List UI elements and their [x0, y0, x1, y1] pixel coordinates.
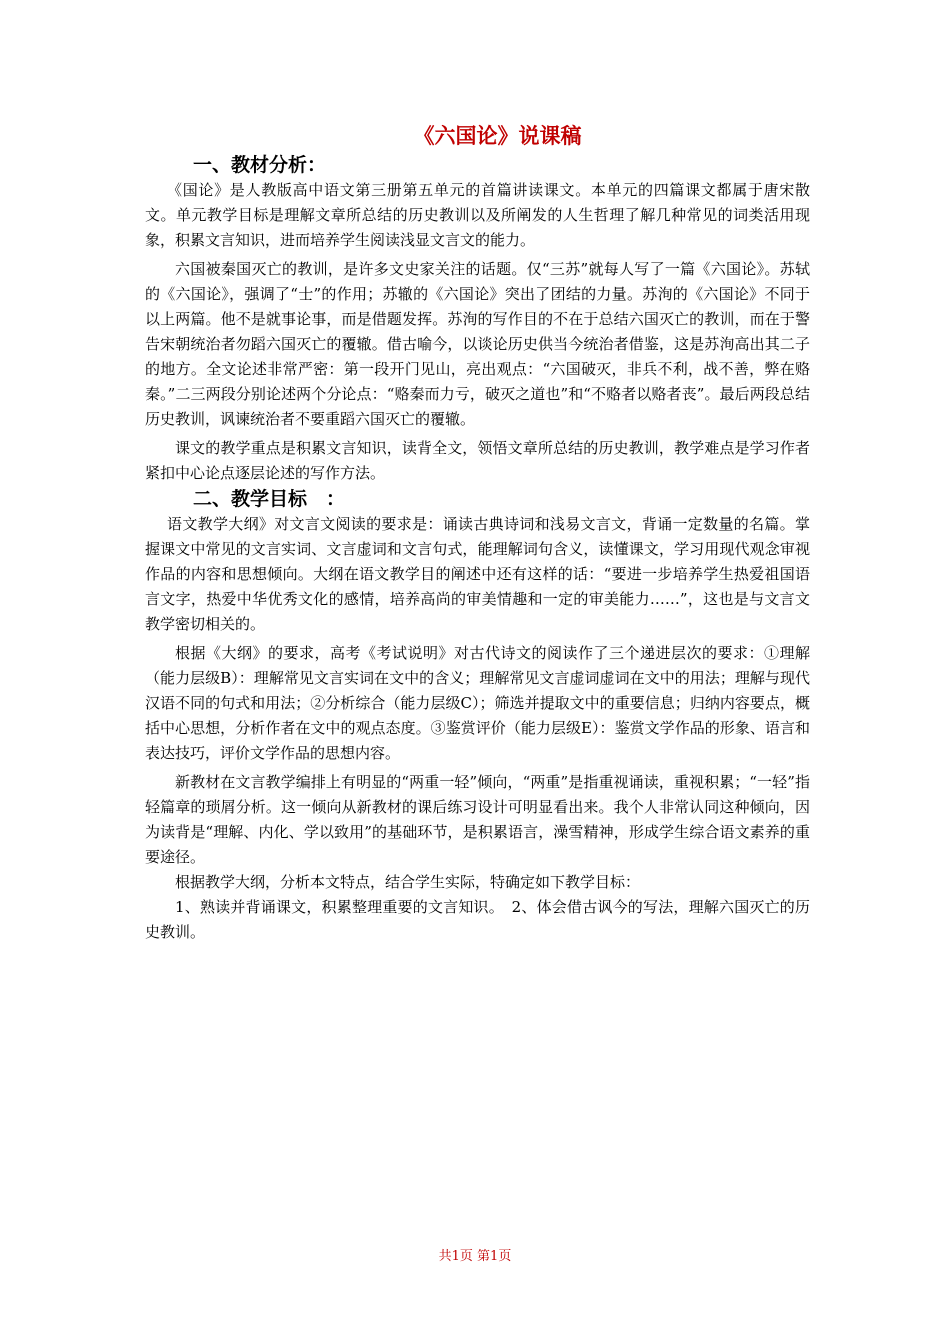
paragraph: 新教材在文言教学编排上有明显的“两重一轻”倾向，“两重”是指重视诵读，重视积累；“一轻”指轻篇章的琐屑分析。这一倾向从新教材的课后练习设计可明显看出来。我个人非常认同这种倾向，因为读背是“理解、内化、学以致用”的基础环节，是积累语言，澡雪精神，形成学生综合语文素养的重要途径。	[145, 773, 810, 866]
paragraph: 1、熟读并背诵课文，积累整理重要的文言知识。 2、体会借古讽今的写法，理解六国灭亡的历史教训。	[145, 898, 810, 941]
section-heading-teaching-goals: 二、教学目标 ：	[193, 488, 346, 510]
paragraph: 《国论》是人教版高中语文第三册第五单元的首篇讲读课文。本单元的四篇课文都属于唐宋散文。单元教学目标是理解文章所总结的历史教训以及所阐发的人生哲理了解几种常见的词类活用现象，积累文言知识，进而培养学生阅读浅显文言文的能力。	[145, 181, 810, 249]
paragraph: 根据《大纲》的要求，高考《考试说明》对古代诗文的阅读作了三个递进层次的要求：①理解（能力层级B）：理解常见文言实词在文中的含义；理解常见文言虚词虚词在文中的用法；理解与现代汉语不同的句式和用法；②分析综合（能力层级C）；筛选并提取文中的重要信息；归纳内容要点，概括中心思想，分析作者在文中的观点态度。③鉴赏评价（能力层级E）：鉴赏文学作品的形象、语言和表达技巧，评价文学作品的思想内容。	[145, 644, 810, 762]
paragraph: 根据教学大纲，分析本文特点，结合学生实际，特确定如下教学目标：	[175, 873, 641, 891]
document-page	[145, 120, 810, 945]
paragraph: 课文的教学重点是积累文言知识，读背全文，领悟文章所总结的历史教训，教学难点是学习作者紧扣中心论点逐层论述的写作方法。	[145, 439, 810, 482]
document-title: 《六国论》说课稿	[413, 123, 582, 148]
paragraph: 语文教学大纲》对文言文阅读的要求是：诵读古典诗词和浅易文言文，背诵一定数量的名篇。掌握课文中常见的文言实词、文言虚词和文言句式，能理解词句含义，读懂课文，学习用现代观念审视作品的内容和思想倾向。大纲在语文教学目的阐述中还有这样的话：“要进一步培养学生热爱祖国语言文字，热爱中华优秀文化的感情，培养高尚的审美情趣和一定的审美能力……”，这也是与文言文教学密切相关的。	[145, 515, 810, 633]
page-footer: 共1页 第1页	[438, 1249, 512, 1264]
paragraph: 六国被秦国灭亡的教训，是许多文史家关注的话题。仅“三苏”就每人写了一篇《六国论》。苏轼的《六国论》，强调了“士”的作用；苏辙的《六国论》突出了团结的力量。苏洵的《六国论》不同于以上两篇。他不是就事论事，而是借题发挥。苏洵的写作目的不在于总结六国灭亡的教训，而在于警告宋朝统治者勿蹈六国灭亡的覆辙。借古喻今，以谈论历史供当今统治者借鉴，这是苏洵高出其二子的地方。全文论述非常严密：第一段开门见山，亮出观点：“六国破灭，非兵不利，战不善，弊在赂秦。”二三两段分别论述两个分论点：“赂秦而力亏，破灭之道也”和“不赂者以赂者丧”。最后两段总结历史教训，讽谏统治者不要重蹈六国灭亡的覆辙。	[145, 260, 810, 428]
section-heading-textbook-analysis: 一、教材分析：	[193, 154, 327, 176]
